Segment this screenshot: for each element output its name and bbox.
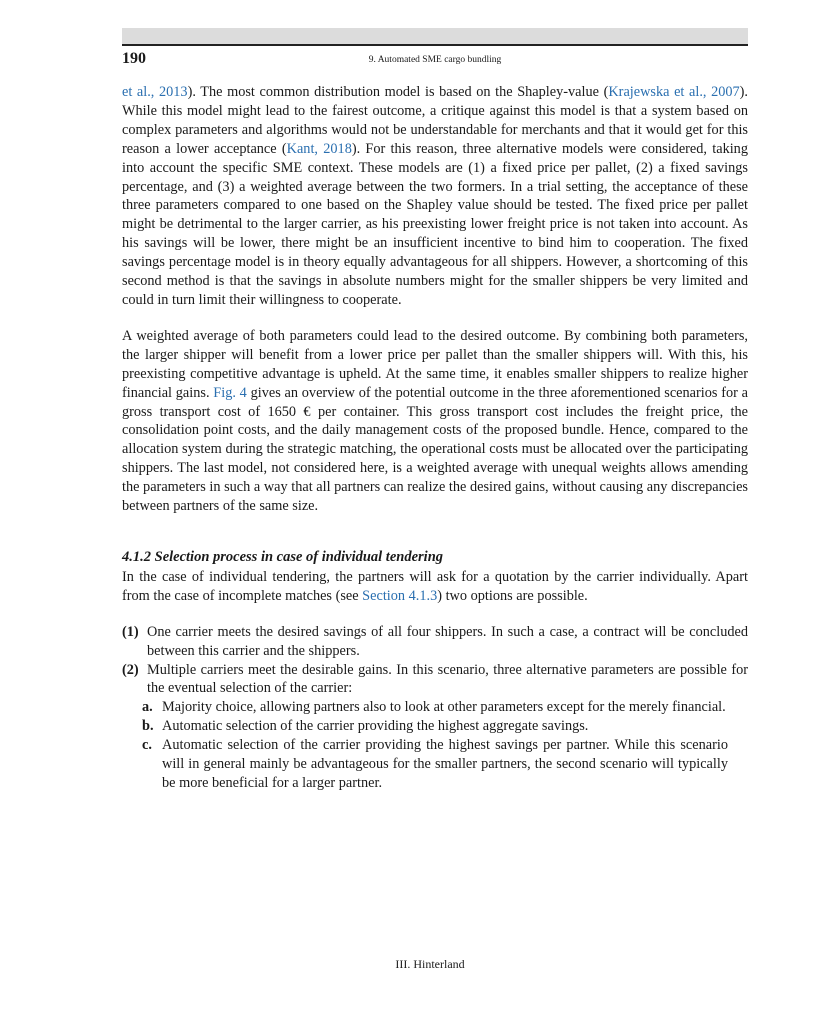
sublist-letter: a. [142,699,153,716]
citation-link[interactable]: Krajewska et al., 2007 [608,84,740,100]
paragraph-distribution-models [122,83,748,310]
header-bar [122,28,748,44]
selection-parameters-list [122,698,748,793]
paragraph-text: ). While this model might lead to the fairest outcome, a critique against this model is that a system based on complex parameters and algorithms would not be understandable for merchants and that it would get for this reason a lower acceptance ( [122,84,749,157]
options-list [122,623,748,699]
running-title: 9. Automated SME cargo bundling [368,55,502,65]
list-item [122,661,748,699]
sublist-item-text: Automatic selection of the carrier providing the highest savings per partner. While this scenario will in general mainly be advantageous for the smaller partners, the second scenario will typically be more beneficial for a larger partner. [162,737,728,791]
paragraph-text: In the case of individual tendering, the partners will ask for a quotation by the carrier individually. Apart from the case of incomplete matches (see [122,568,748,604]
page-footer: III. Hinterland [395,957,465,971]
list-item-text: One carrier meets the desired savings of all four shippers. In such a case, a contract will be concluded between this carrier and the shippers. [147,623,748,659]
page-body [122,83,748,793]
figure-link[interactable]: Fig. 4 [213,384,247,401]
sublist-letter: c. [142,737,152,754]
citation-link[interactable]: et al., 2013 [122,84,188,100]
page-number: 190 [122,50,146,67]
list-number: (1) [122,623,139,640]
paragraph-individual-tendering [122,568,748,606]
sublist-item [142,698,748,717]
paragraph-text: ). For this reason, three alternative models were considered, taking into account the specific SME context. These models are (1) a fixed price per pallet, (2) a fixed savings percentage, and (3) a weighted average between the two formers. In a trial setting, the acceptance of these three parameters compared to one based on the Shapley value should be tested. The fixed price per pallet might be detrimental to the larger carrier, as his preexisting lower freight price is not taken into account. As his savings will be lower, there might be an insufficient incentive to bind him to cooperation. The fixed savings percentage model is in theory equally advantageous for all shippers. However, a shortcoming of this second method is that the savings in absolute numbers might for the smaller shippers be very limited and could in turn limit their willingness to cooperate. [122,140,748,308]
paragraph-text: ). The most common distribution model is based on the Shapley-value ( [187,84,609,100]
citation-link[interactable]: Kant, 2018 [286,140,352,157]
list-number: (2) [122,661,139,678]
list-item-text: Multiple carriers meet the desirable gains. In this scenario, three alternative parameters are possible for the eventual selection of the carrier: [147,661,748,697]
header-rule [122,44,748,46]
paragraph-text: ) two options are possible. [437,587,588,604]
sublist-item-text: Automatic selection of the carrier providing the highest aggregate savings. [162,718,589,735]
section-heading: 4.1.2 Selection process in case of individual tendering [122,548,444,565]
sublist-item [142,736,748,793]
section-link[interactable]: Section 4.1.3 [362,587,438,604]
paragraph-text: gives an overview of the potential outcome in the three aforementioned scenarios for a gross transport cost of 1650 € per container. This gross transport cost includes the freight price, the consolidation point costs, and the daily management costs of the proposed bundle. Hence, compared to the allocation system during the strategic matching, the operational costs must be allocated over the participating shippers. The last model, not considered here, is a weighted average with unequal weights allows amending the parameters in such a way that all partners can realize the desired gains, without causing any discrepancies between partners of the same size. [122,384,748,515]
paragraph-text: A weighted average of both parameters could lead to the desired outcome. By combining both parameters, the larger shipper will benefit from a lower price per pallet than the smaller shippers will. With this, his preexisting competitive advantage is upheld. At the same time, it enables smaller shippers to realize higher financial gains. [122,327,748,401]
sublist-item-text: Majority choice, allowing partners also to look at other parameters except for the merely financial. [162,699,726,716]
sublist-letter: b. [142,718,154,735]
sublist-item [142,717,748,736]
list-item [122,623,748,661]
paragraph-weighted-average [122,327,748,516]
